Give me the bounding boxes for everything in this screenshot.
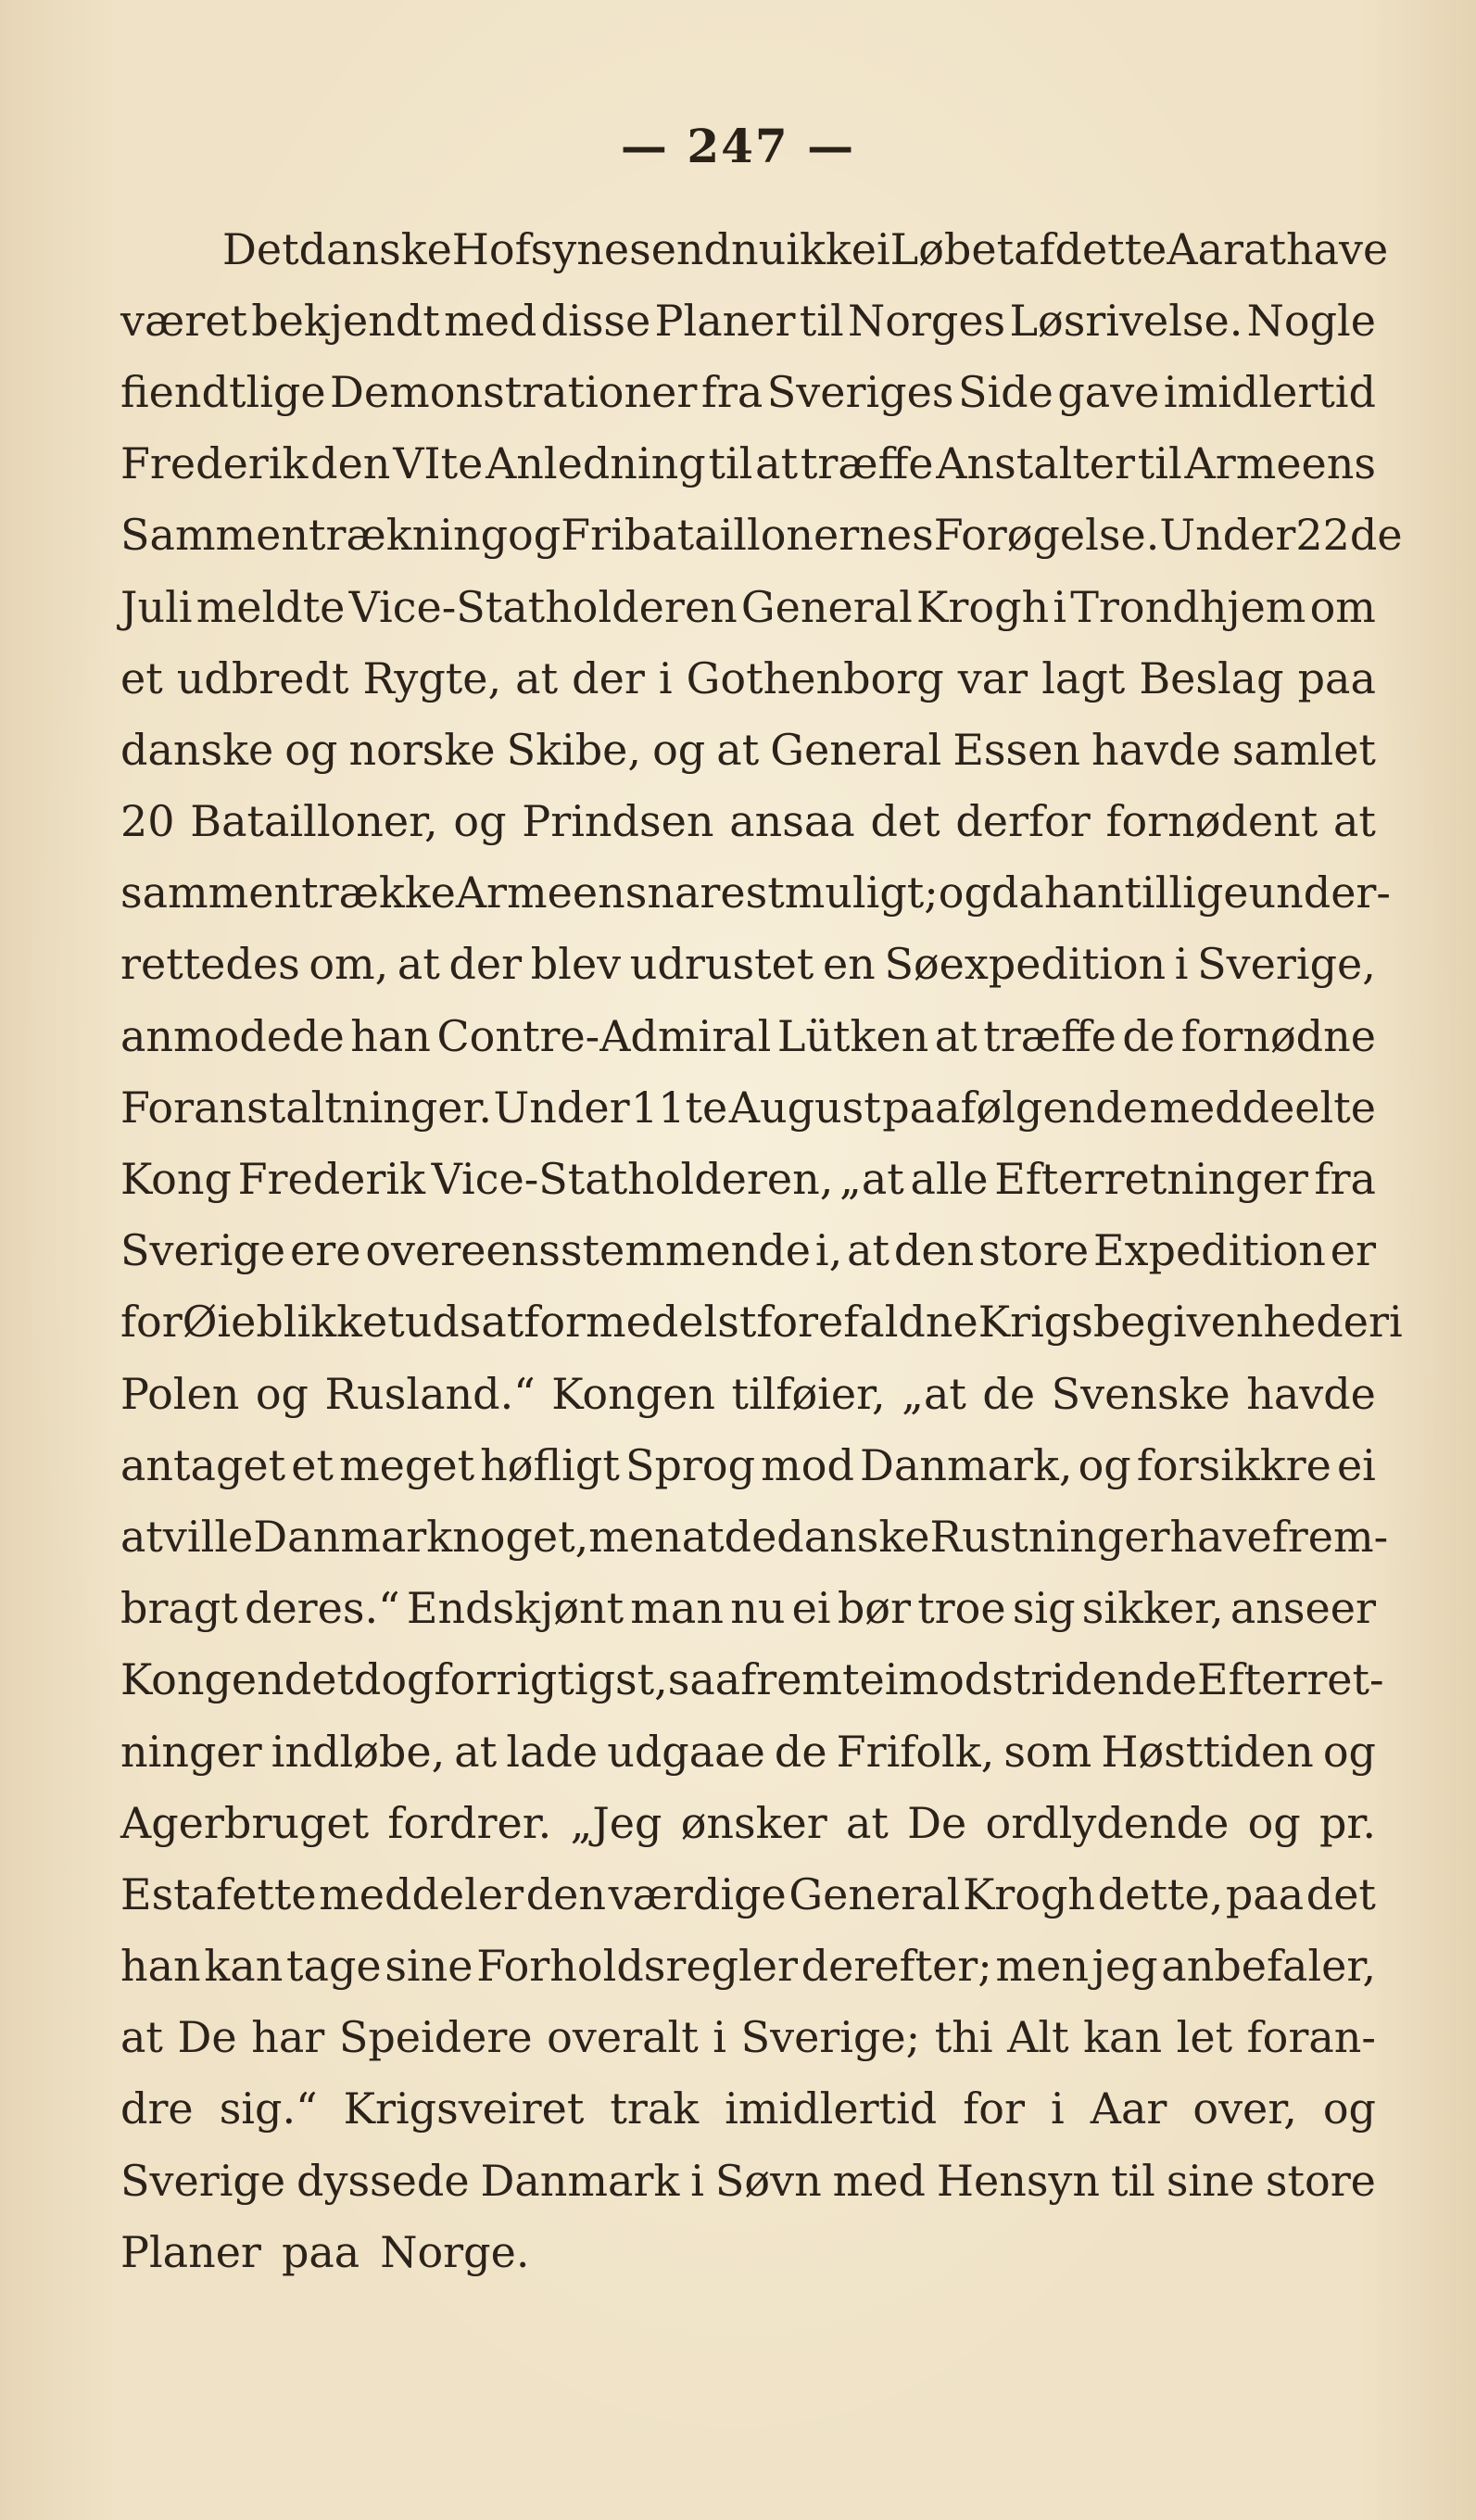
word: Krigsveiret <box>343 2083 585 2134</box>
word: i <box>1050 2083 1065 2134</box>
word: Expedition <box>1092 1225 1326 1276</box>
word: imidlertid <box>1163 366 1376 417</box>
word: noget, <box>452 1511 589 1562</box>
word: høfligt <box>480 1439 620 1490</box>
word: Under <box>493 1082 630 1133</box>
word: Løsrivelse. <box>1009 295 1243 346</box>
word: thi <box>934 2012 993 2063</box>
word: anseer <box>1230 1583 1376 1634</box>
word: Under <box>1159 510 1296 561</box>
word: til <box>1110 2155 1155 2206</box>
word: med <box>444 295 537 346</box>
text-line <box>120 857 1391 929</box>
text-line <box>120 1931 1376 2002</box>
word: for <box>963 2083 1025 2134</box>
word: Endskjønt <box>406 1583 624 1634</box>
word: jeg <box>1091 1941 1158 1992</box>
word: og <box>255 1368 309 1419</box>
word: træffe <box>983 1010 1116 1061</box>
word: Rustninger <box>929 1511 1170 1562</box>
word: ikke <box>786 223 877 274</box>
word: til <box>708 438 753 489</box>
word: der <box>448 939 523 990</box>
word: udsat <box>404 1297 524 1348</box>
word: sig <box>1012 1583 1076 1634</box>
word: og <box>652 724 706 775</box>
word: Danmark, <box>860 1439 1073 1490</box>
body-text <box>120 213 1403 2287</box>
word: en <box>822 939 876 990</box>
word: som <box>1003 1726 1092 1777</box>
word: at <box>397 939 440 990</box>
word: nu <box>730 1583 786 1634</box>
word: de <box>774 1726 827 1777</box>
word: med <box>832 2155 926 2206</box>
word: og <box>1322 2083 1376 2134</box>
word: ei <box>791 1583 831 1634</box>
word: paa <box>281 2226 360 2277</box>
word: foran- <box>1246 2012 1376 2063</box>
word: at <box>120 2012 163 2063</box>
word: at <box>454 1726 498 1777</box>
word: samlet <box>1231 724 1376 775</box>
word: og <box>1078 1439 1131 1490</box>
word: udgaae <box>607 1726 765 1777</box>
word: muligt; <box>784 867 939 918</box>
word: og <box>508 510 561 561</box>
word: det <box>284 1654 354 1705</box>
word: de <box>724 1511 777 1562</box>
word: Vice-Statholderen, <box>431 1154 834 1205</box>
word: under- <box>1248 867 1391 918</box>
word: Norge. <box>380 2226 530 2277</box>
word: at <box>716 724 760 775</box>
word: at <box>515 652 559 703</box>
word: at <box>1243 223 1286 274</box>
text-line <box>120 1501 1389 1572</box>
word: norske <box>348 724 496 775</box>
word: antaget <box>120 1439 286 1490</box>
word: Rusland.“ <box>324 1368 536 1419</box>
word: det <box>1306 1868 1376 1919</box>
word: at <box>120 1511 163 1562</box>
word: forsikkre <box>1136 1439 1331 1490</box>
word: Anstalter <box>936 438 1136 489</box>
word: været <box>120 295 247 346</box>
word: bekjendt <box>251 295 440 346</box>
word: Svenske <box>1051 1368 1230 1419</box>
word: meddeelte <box>1149 1082 1376 1133</box>
word: August <box>728 1082 881 1133</box>
word: Sprog <box>624 1439 756 1490</box>
word: Løbet <box>889 223 1015 274</box>
word: sikker, <box>1081 1583 1224 1634</box>
word: han <box>1043 867 1125 918</box>
word: derfor <box>955 796 1091 847</box>
text-line <box>120 1787 1376 1858</box>
word: fra <box>1314 1154 1376 1205</box>
word: at <box>846 1797 889 1848</box>
word: tage <box>286 1941 382 1992</box>
text-line <box>120 571 1376 642</box>
text-line <box>120 1429 1376 1501</box>
word: sine <box>1166 2155 1255 2206</box>
word: Sveriges <box>766 366 954 417</box>
word: Krogh <box>916 581 1050 632</box>
word: træffe <box>800 438 934 489</box>
word: og <box>1247 1797 1301 1848</box>
word: Frederik <box>237 1154 425 1205</box>
word: Juli <box>120 581 193 632</box>
word: men <box>995 1941 1089 1992</box>
word: overeensstemmende <box>365 1225 811 1276</box>
page-number: — 247 — <box>620 119 856 173</box>
word: Danmark <box>480 2155 680 2206</box>
text-line <box>120 428 1376 500</box>
text-line <box>120 1286 1403 1358</box>
text-line <box>120 929 1376 1000</box>
text-line <box>120 642 1376 714</box>
word: rigtigst, <box>496 1654 668 1705</box>
word: Krigsbegivenheder <box>978 1297 1390 1348</box>
word: i <box>1053 581 1067 632</box>
word: at <box>755 438 799 489</box>
word: om, <box>309 939 389 990</box>
word: kan <box>204 1941 284 1992</box>
word: i <box>690 2155 704 2206</box>
word: Hensyn <box>936 2155 1101 2206</box>
word: meget <box>339 1439 475 1490</box>
text-line <box>120 1644 1384 1716</box>
word: Polen <box>120 1368 240 1419</box>
word: General <box>740 581 913 632</box>
word: om <box>1309 581 1376 632</box>
word: Norges <box>847 295 1006 346</box>
word: Aar <box>1167 223 1244 274</box>
text-line <box>120 213 1389 285</box>
word: meddeler <box>319 1868 524 1919</box>
word: Høsttiden <box>1101 1726 1314 1777</box>
word: indløbe, <box>271 1726 446 1777</box>
word: at <box>681 1511 725 1562</box>
word: sammentrække <box>120 867 456 918</box>
word: Forøgelse. <box>933 510 1160 561</box>
word: paa <box>1297 652 1376 703</box>
word: anbefaler, <box>1161 1941 1376 1992</box>
text-line <box>120 2002 1376 2073</box>
word: Efterret- <box>1197 1654 1384 1705</box>
word: udrustet <box>629 939 814 990</box>
word: Speidere <box>338 2012 533 2063</box>
word: frem- <box>1271 1511 1389 1562</box>
word: de <box>1122 1010 1176 1061</box>
word: „at <box>902 1368 966 1419</box>
word: Aar <box>1090 2083 1167 2134</box>
word: i <box>658 652 673 703</box>
text-line <box>120 1143 1376 1214</box>
word: Armeen <box>455 867 625 918</box>
word: ville <box>162 1511 254 1562</box>
word: De <box>177 2012 237 2063</box>
word: ansaa <box>729 796 855 847</box>
word: Estafette <box>120 1868 317 1919</box>
word: Armeens <box>1184 438 1376 489</box>
word: Batailloner, <box>190 796 438 847</box>
word: Vice-Statholderen <box>348 581 738 632</box>
word: fornødent <box>1105 796 1318 847</box>
word: paafølgende <box>882 1082 1148 1133</box>
word: „at <box>839 1154 904 1205</box>
word: og <box>938 867 991 918</box>
word: Rygte, <box>362 652 502 703</box>
word: at <box>847 1225 890 1276</box>
word: rettedes <box>120 939 300 990</box>
word: De <box>907 1797 967 1848</box>
word: tillige <box>1124 867 1249 918</box>
word: fiendtlige <box>120 366 326 417</box>
word: Sammentrækning <box>120 510 509 561</box>
word: man <box>630 1583 724 1634</box>
word: Øieblikket <box>182 1297 405 1348</box>
word: formedelst <box>524 1297 757 1348</box>
word: Foranstaltninger. <box>120 1082 493 1133</box>
word: han <box>120 1941 201 1992</box>
text-line <box>120 714 1376 785</box>
word: har <box>251 2012 325 2063</box>
word: Hof <box>451 223 531 274</box>
word: dette, <box>1097 1868 1224 1919</box>
word: Danmark <box>253 1511 453 1562</box>
word: pr. <box>1318 1797 1376 1848</box>
text-line <box>120 2073 1376 2145</box>
word: at <box>1332 796 1376 847</box>
word: over, <box>1192 2083 1297 2134</box>
text-line <box>120 500 1403 571</box>
word: og <box>284 724 338 775</box>
word: Sverige <box>120 1225 286 1276</box>
word: for <box>120 1297 183 1348</box>
word: Side <box>957 366 1053 417</box>
word: Sverige, <box>1197 939 1376 990</box>
word: der <box>572 652 645 703</box>
word: lade <box>506 1726 599 1777</box>
word: Prindsen <box>522 796 714 847</box>
word: Contre-Admiral <box>436 1010 772 1061</box>
word: til <box>799 295 844 346</box>
word: trak <box>610 2083 700 2134</box>
word: paa <box>1225 1868 1305 1919</box>
word: af <box>1014 223 1055 274</box>
word: den <box>893 1225 975 1276</box>
text-line <box>120 1858 1376 1930</box>
word: Essen <box>952 724 1080 775</box>
word: endnu <box>650 223 787 274</box>
word: Lütken <box>776 1010 929 1061</box>
word: alle <box>910 1154 989 1205</box>
word: Efterretninger <box>994 1154 1308 1205</box>
word: til <box>1137 438 1182 489</box>
word: Sverige <box>120 2155 286 2206</box>
word: Kong <box>120 1154 232 1205</box>
word: de <box>982 1368 1036 1419</box>
word: Demonstrationer <box>330 366 698 417</box>
word: danske <box>298 223 452 274</box>
word: fordrer. <box>387 1797 552 1848</box>
word: fra <box>700 366 763 417</box>
word: den <box>310 438 391 489</box>
word: danske <box>120 724 274 775</box>
word: er <box>1330 1225 1376 1276</box>
word: sig.“ <box>219 2083 318 2134</box>
word: 20 <box>120 796 175 847</box>
text-line <box>120 1358 1376 1429</box>
word: for <box>434 1654 497 1705</box>
word: ei <box>859 1654 899 1705</box>
word: dre <box>120 2083 194 2134</box>
word: et <box>291 1439 334 1490</box>
word: det <box>870 796 940 847</box>
text-line <box>120 2216 1376 2287</box>
word: derefter; <box>801 1941 992 1992</box>
word: Krogh <box>962 1868 1096 1919</box>
word: Alt <box>1007 2012 1069 2063</box>
word: imidlertid <box>725 2083 938 2134</box>
word: danske <box>776 1511 930 1562</box>
word: værdige <box>608 1868 787 1919</box>
text-line <box>120 285 1376 356</box>
word: at <box>934 1010 978 1061</box>
word: Frederik <box>120 438 309 489</box>
word: gave <box>1057 366 1160 417</box>
word: og <box>453 796 507 847</box>
word: meldte <box>196 581 346 632</box>
word: bragt <box>120 1583 238 1634</box>
word: Trondhjem <box>1070 581 1306 632</box>
text-line <box>120 1215 1376 1286</box>
word: Nogle <box>1246 295 1376 346</box>
word: Søvn <box>714 2155 822 2206</box>
word: Gothenborg <box>686 652 944 703</box>
word: kan <box>1083 2012 1163 2063</box>
word: dog <box>353 1654 435 1705</box>
word: dette <box>1054 223 1167 274</box>
word: troe <box>917 1583 1006 1634</box>
word: General <box>788 1868 961 1919</box>
word: synes <box>530 223 651 274</box>
word: Søexpedition <box>884 939 1167 990</box>
word: let <box>1176 2012 1233 2063</box>
word: i <box>713 2012 726 2063</box>
word: han <box>350 1010 431 1061</box>
word: da <box>990 867 1044 918</box>
word: VIte <box>393 438 484 489</box>
word: fornødne <box>1180 1010 1376 1061</box>
word: udbredt <box>176 652 349 703</box>
word: ere <box>289 1225 361 1276</box>
word: ønsker <box>680 1797 827 1848</box>
text-line <box>120 1573 1376 1644</box>
word: og <box>1322 1726 1376 1777</box>
text-line <box>120 1716 1376 1787</box>
word: forefaldne <box>756 1297 978 1348</box>
word: overalt <box>547 2012 699 2063</box>
word: sine <box>385 1941 473 1992</box>
word: i, <box>814 1225 843 1276</box>
word: den <box>525 1868 607 1919</box>
word: have <box>1169 1511 1272 1562</box>
word: lagt <box>1041 652 1126 703</box>
word: Skibe, <box>506 724 641 775</box>
word: disse <box>540 295 651 346</box>
word: Kongen <box>551 1368 715 1419</box>
text-line <box>120 1071 1376 1143</box>
word: i <box>1389 1297 1403 1348</box>
word: bør <box>837 1583 911 1634</box>
word: „Jeg <box>570 1797 662 1848</box>
word: blev <box>530 939 622 990</box>
word: Sverige; <box>740 2012 921 2063</box>
word: anmodede <box>120 1010 345 1061</box>
word: men <box>588 1511 682 1562</box>
word: i <box>1174 939 1189 990</box>
word: ordlydende <box>985 1797 1230 1848</box>
word: store <box>978 1225 1090 1276</box>
word: Anledning <box>486 438 706 489</box>
word: snarest <box>624 867 785 918</box>
word: modstridende <box>898 1654 1198 1705</box>
text-line <box>120 786 1376 857</box>
word: General <box>770 724 942 775</box>
word: var <box>957 652 1028 703</box>
word: havde <box>1091 724 1221 775</box>
word: Forholdsregler <box>476 1941 798 1992</box>
word: i <box>876 223 890 274</box>
word: havde <box>1246 1368 1376 1419</box>
word: ei <box>1336 1439 1376 1490</box>
word: have <box>1285 223 1389 274</box>
word: Beslag <box>1139 652 1284 703</box>
word: 22de <box>1295 510 1403 561</box>
text-line <box>120 356 1376 427</box>
word: mod <box>761 1439 854 1490</box>
word: ninger <box>120 1726 262 1777</box>
word: Fribataillonernes <box>561 510 934 561</box>
word: Agerbruget <box>120 1797 370 1848</box>
word: saafremt <box>667 1654 860 1705</box>
word: Planer <box>654 295 796 346</box>
word: deres.“ <box>245 1583 400 1634</box>
word: tilføier, <box>731 1368 886 1419</box>
word: et <box>120 652 163 703</box>
word: dyssede <box>296 2155 470 2206</box>
word: Det <box>222 223 299 274</box>
word: store <box>1265 2155 1376 2206</box>
word: Frifolk, <box>836 1726 995 1777</box>
text-line <box>120 2145 1376 2216</box>
word: Planer <box>120 2226 261 2277</box>
word: 11te <box>631 1082 728 1133</box>
text-line <box>120 1000 1376 1071</box>
word: Kongen <box>120 1654 284 1705</box>
